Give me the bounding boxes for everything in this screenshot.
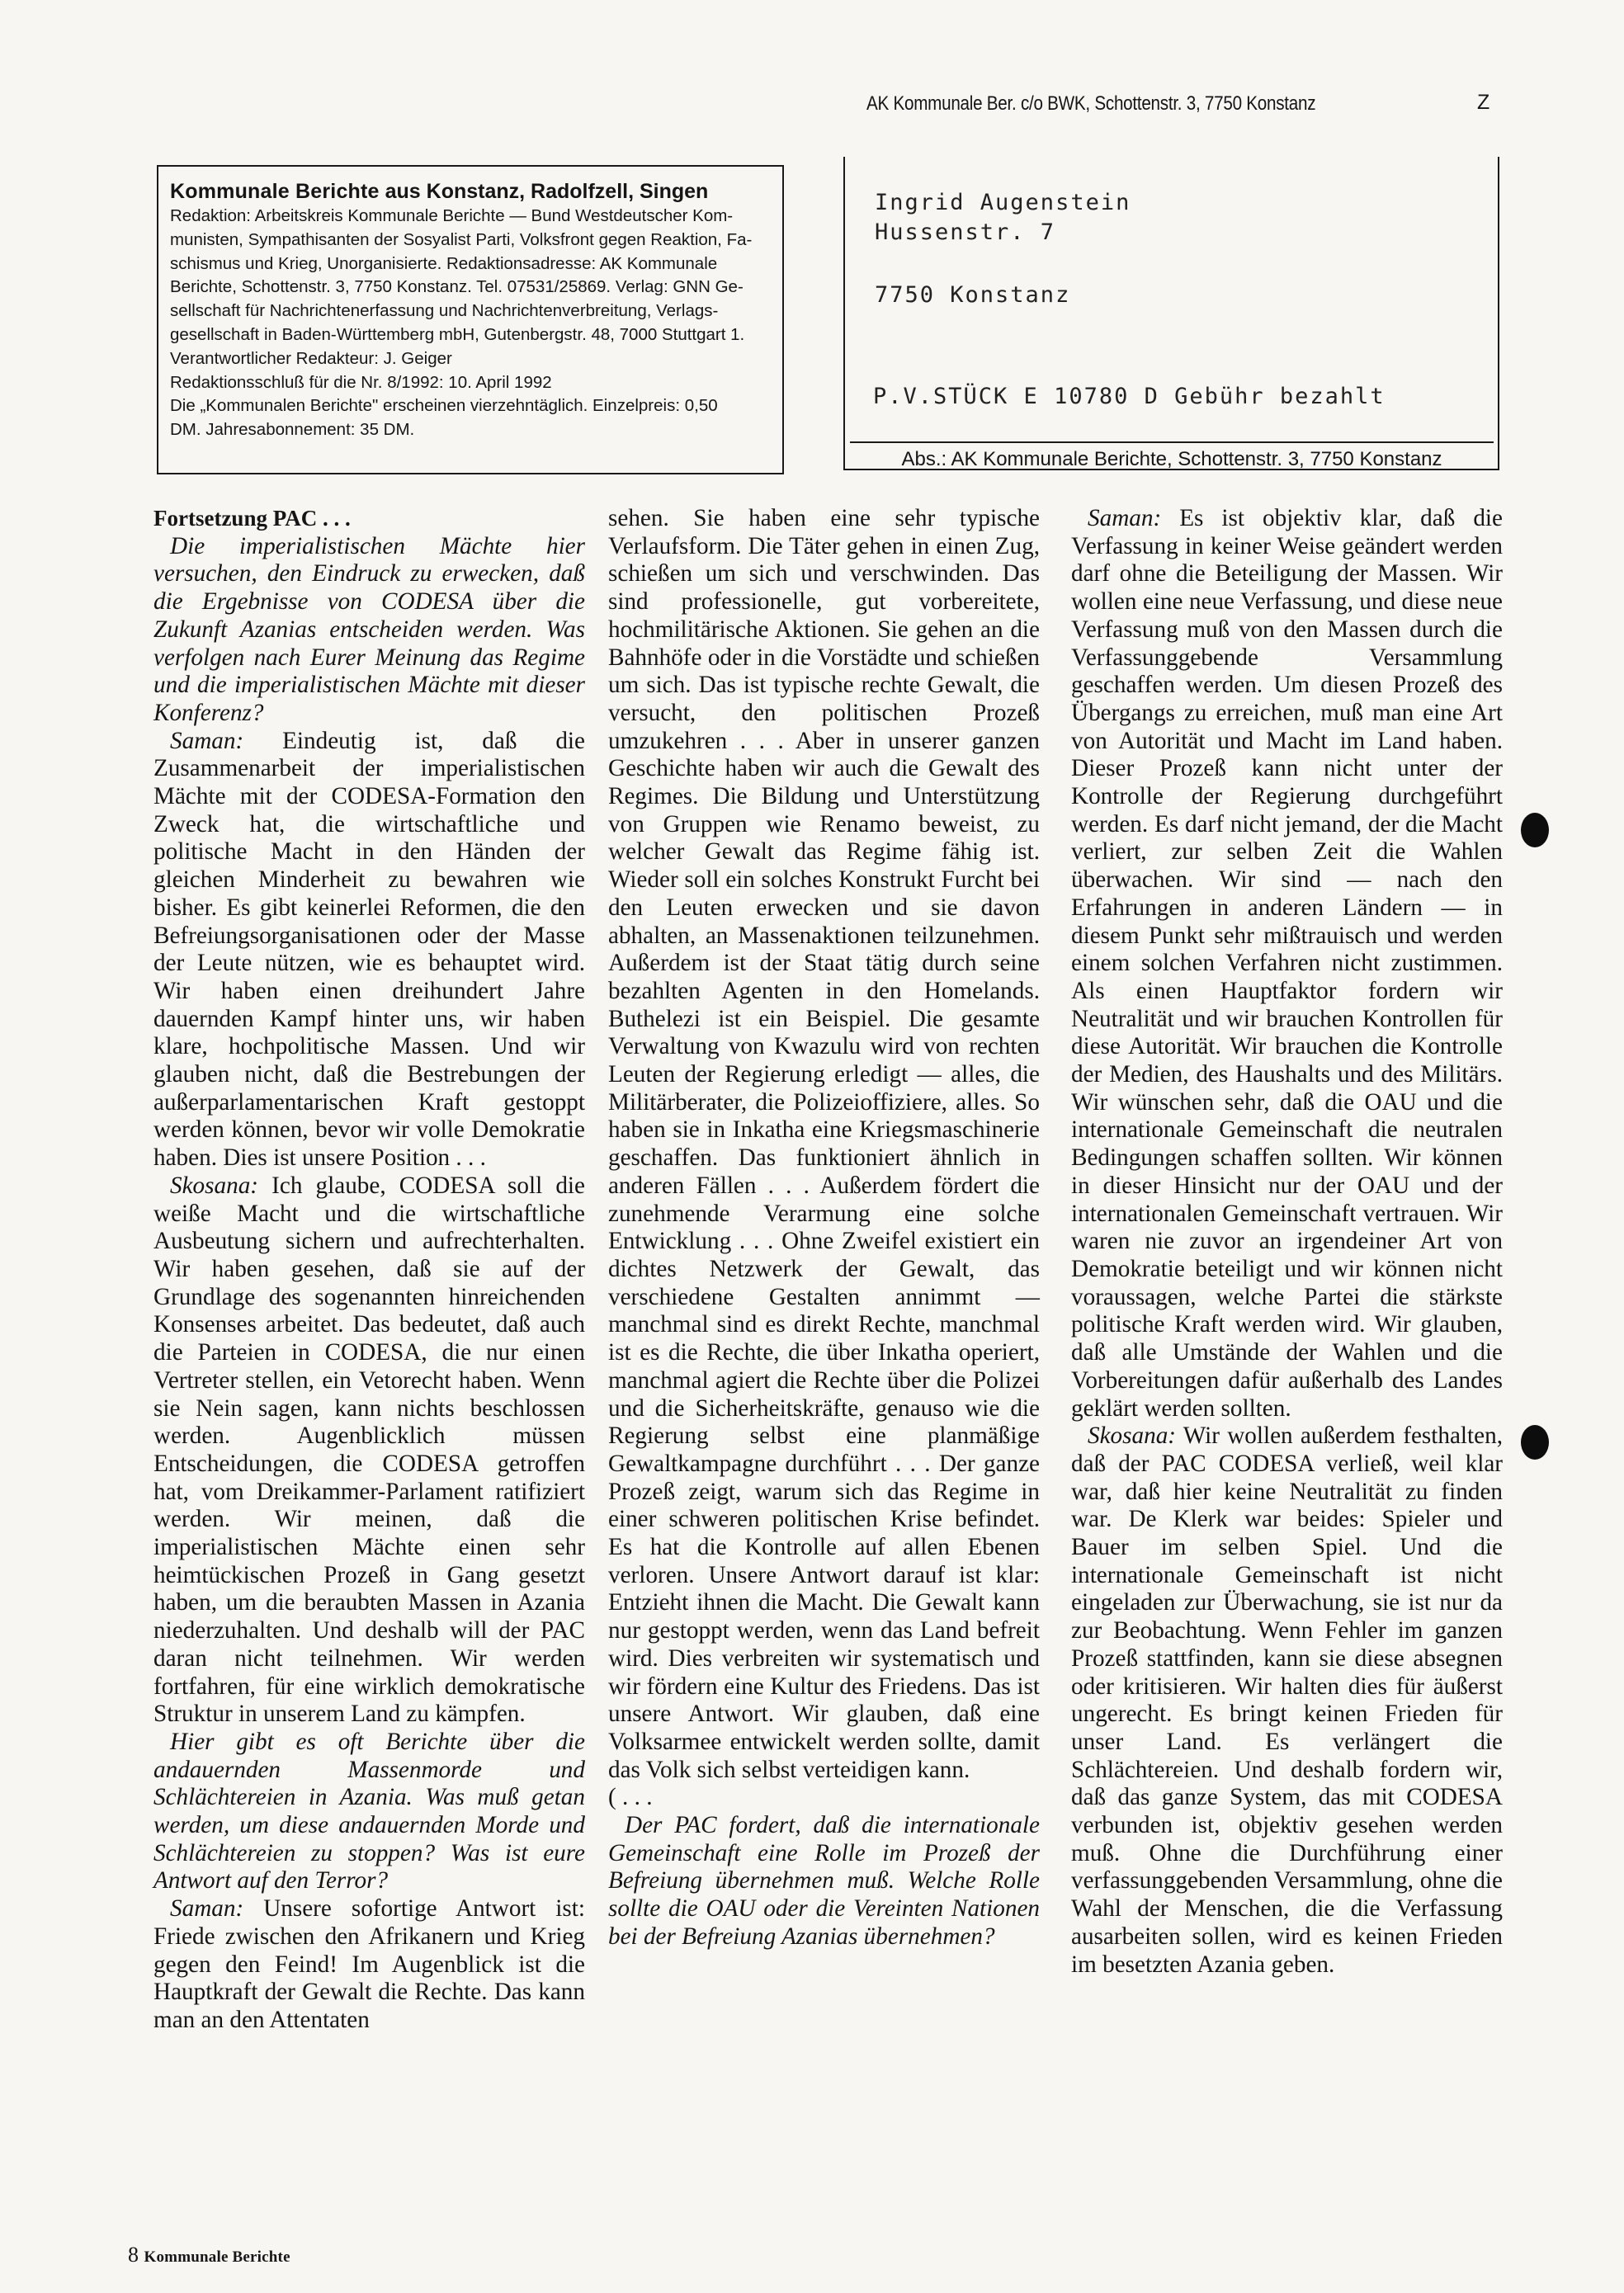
- impressum-line: munisten, Sympathisanten der Sosyalist Parti, Volksfront gegen Reaktion, Fa-: [170, 229, 753, 249]
- punch-hole: [1521, 813, 1549, 847]
- speaker-name: Skosana:: [1088, 1423, 1177, 1450]
- impressum-title: [170, 178, 771, 205]
- impressum-line: sellschaft für Nachrichtenerfassung und Nachrichtenverbreitung, Verlags-: [170, 301, 719, 321]
- interview-question: Die imperialistischen Mächte hier versuchen, den Eindruck zu erwecken, daß die Ergebnisse von CODESA über die Zukunft Azanias entscheiden werden. Was verfolgen nach Eurer Meinung das Regime und die imperialistischen Mächte mit dieser Konferenz?: [153, 532, 585, 726]
- answer-text: sehen. Sie haben eine sehr typische Verlaufsform. Die Täter gehen in einen Zug, schießen um sich und verschwinden. Das sind professionelle, gut vorbereitete, hochmilitärische Aktionen. Sie gehen an die Bahnhöfe oder in die Vorstädte und schießen um sich. Das ist typische rechte Gewalt, die versucht, den politischen Prozeß umzukehren . . . Aber in unserer ganzen Geschichte haben wir auch die Gewalt des Regimes. Die Bildung und Unterstützung von Gruppen wie Renamo beweist, zu welcher Gewalt das Regime fähig ist. Wieder soll ein solches Konstrukt Furcht bei den Leuten erwecken und sie davon abhalten, an Massenaktionen teilzunehmen. Außerdem ist der Staat tätig durch seine bezahlten Agenten in den Homelands. Buthelezi ist ein Beispiel. Die gesamte Verwaltung von Kwazulu wird von rechten Leuten der Regierung erledigt — alles, die Militärberater, die Polizeioffiziere, alles. So haben sie in Inkatha eine Kriegsmaschinerie geschaffen. Das funktioniert ähnlich in anderen Fällen . . . Außerdem fördert die zunehmende Verarmung eine solche Entwicklung . . . Ohne Zweifel existiert ein dichtes Netzwerk der Gewalt, das verschiedene Gestalten annimmt — manchmal sind es direkt Rechte, manchmal ist es die Rechte, die über Inkatha operiert, manchmal agiert die Rechte über die Polizei und die Sicherheitskräfte, genauso wie die Regierung selbst eine planmäßige Gewaltkampagne durchführt . . . Der ganze Prozeß zeigt, warum sich das Regime in einer schweren politischen Krise befindet. Es hat die Kontrolle auf allen Ebenen verloren. Unsere Antwort darauf ist klar: Entzieht ihnen die Macht. Die Gewalt kann nur gestoppt werden, wenn das Land befreit wird. Dies verbreiten wir systematisch und wir fördern eine Kultur des Friedens. Das ist unsere Antwort. Wir glauben, daß eine Volksarmee entwickelt werden sollte, damit das Volk sich selbst verteidigen kann.: [608, 505, 1040, 1783]
- sender-line: Abs.: AK Kommunale Berichte, Schottenstr. 3, 7750 Konstanz: [850, 441, 1494, 471]
- recipient-street: Hussenstr. 7: [875, 219, 1056, 245]
- speaker-name: Skosana:: [170, 1172, 259, 1199]
- answer-text: Unsere sofortige Antwort ist: Friede zwischen den Afrikanern und Krieg gegen den Feind! Im Augenblick ist die Hauptkraft der Gewalt die Rechte. Das kann man an den Attentaten: [153, 1895, 585, 2033]
- address-corner-mark: Z: [1477, 91, 1490, 114]
- interview-question: Der PAC fordert, daß die internationale Gemeinschaft eine Rolle im Prozeß der Befreiung übernehmen muß. Welche Rolle sollte die OAU oder die Vereinten Nationen bei der Befreiung Azanias übernehmen?: [608, 1812, 1040, 1950]
- page-number: 8: [128, 2243, 139, 2267]
- article-column-3: [1071, 505, 1503, 1979]
- address-header: AK Kommunale Ber. c/o BWK, Schottenstr. 3, 7750 Konstanz: [866, 92, 1316, 115]
- impressum-line: DM. Jahresabonnement: 35 DM.: [170, 420, 415, 440]
- impressum-line: Verantwortlicher Redakteur: J. Geiger: [170, 348, 452, 368]
- speaker-name: Saman:: [170, 727, 244, 754]
- impressum-line: schismus und Krieg, Unorganisierte. Redaktionsadresse: AK Kommunale: [170, 253, 718, 273]
- footer-brand: Kommunale Berichte: [144, 2248, 290, 2266]
- interview-answer: [1071, 505, 1503, 1423]
- recipient-address: [875, 188, 1131, 310]
- speaker-name: Saman:: [1088, 505, 1162, 531]
- article-column-1: [153, 505, 585, 2035]
- interview-answer: [1071, 1423, 1503, 1979]
- interview-question: Hier gibt es oft Berichte über die andauernden Massenmorde und Schlächtereien in Azania. Was muß getan werden, um diese andauernden Morde und Schlächtereien zu stoppen? Was ist eure Antwort auf den Terror?: [153, 1728, 585, 1894]
- interview-answer: [153, 1895, 585, 2035]
- interview-answer: [153, 728, 585, 1172]
- speaker-name: Saman:: [170, 1895, 244, 1923]
- impressum-line: Die „Kommunalen Berichte" erscheinen vierzehntäglich. Einzelpreis: 0,50: [170, 396, 718, 416]
- postage-line: P.V.STÜCK E 10780 D Gebühr bezahlt: [873, 384, 1386, 409]
- interview-answer: [153, 1172, 585, 1729]
- recipient-city: 7750 Konstanz: [875, 282, 1071, 308]
- impressum-line: Redaktionsschluß für die Nr. 8/1992: 10. April 1992: [170, 372, 552, 392]
- omission-mark: ( . . .: [608, 1784, 653, 1811]
- impressum-line: Redaktion: Arbeitskreis Kommunale Berichte — Bund Westdeutscher Kom-: [170, 206, 734, 225]
- punch-hole: [1521, 1425, 1549, 1460]
- impressum-title-rest: aus Konstanz, Radolfzell, Singen: [379, 180, 709, 203]
- impressum-box: [157, 165, 784, 474]
- answer-text: Eindeutig ist, daß die Zusammenarbeit der imperialistischen Mächte mit der CODESA-Formation den Zweck hat, die wirtschaftliche und politische Macht in den Händen der gleichen Minderheit zu bewahren wie bisher. Es gibt keinerlei Reformen, die den Befreiungsorganisationen oder der Masse der Leute nützen, wie es behauptet wird. Wir haben einen dreihundert Jahre dauernden Kampf hinter uns, wir haben klare, hochpolitische Massen. Und wir glauben nicht, daß die Bestrebungen der außerparlamentarischen Kraft gestoppt werden können, bevor wir volle Demokratie haben. Dies ist unsere Position . . .: [153, 727, 585, 1172]
- impressum-line: Berichte, Schottenstr. 3, 7750 Konstanz. Tel. 07531/25869. Verlag: GNN Ge-: [170, 277, 744, 297]
- impressum-title-brand: Kommunale Berichte: [170, 180, 380, 203]
- page-footer: [128, 2243, 290, 2267]
- answer-text: Es ist objektiv klar, daß die Verfassung in keiner Weise geändert werden darf ohne die Beteiligung der Massen. Wir wollen eine neue Verfassung, und diese neue Verfassung muß von den Massen durch die Verfassunggebende Versammlung geschaffen werden. Um diesen Prozeß des Übergangs zu erreichen, muß man eine Art von Autorität und Macht im Land haben. Dieser Prozeß kann nicht unter der Kontrolle der Regierung durchgeführt werden. Es darf nicht jemand, der die Macht verliert, zur selben Zeit die Wahlen überwachen. Wir sind — nach den Erfahrungen in anderen Ländern — in diesem Punkt sehr mißtrauisch und werden einem solchen Verfahren nicht zustimmen. Als einen Hauptfaktor fordern wir Neutralität und wir brauchen Kontrollen für diese Autorität. Wir brauchen die Kontrolle der Medien, des Haushalts und des Militärs. Wir wünschen sehr, daß die OAU und die internationale Gemeinschaft die neutralen Bedingungen schaffen sollten. Wir können in dieser Hinsicht nur der OAU und der internationalen Gemeinschaft vertrauen. Wir waren nie zuvor an irgendeiner Art von Demokratie beteiligt und wir können nicht voraussagen, welche Partei die stärkste politische Kraft werden wird. Wir glauben, daß alle Umstände der Wahlen und die Vorbereitungen dafür außerhalb des Landes geklärt werden sollten.: [1071, 505, 1503, 1422]
- answer-text: Ich glaube, CODESA soll die weiße Macht und die wirtschaftliche Ausbeutung sichern und aufrechterhalten. Wir haben gesehen, daß sie auf der Grundlage des sogenannten hinreichenden Konsenses arbeitet. Das bedeutet, daß auch die Parteien in CODESA, die nur einen Vertreter stellen, ein Vetorecht haben. Wenn sie Nein sagen, kann nichts beschlossen werden. Augenblicklich müssen Entscheidungen, die CODESA getroffen hat, vom Dreikammer-Parlament ratifiziert werden. Wir meinen, daß die imperialistischen Mächte einen sehr heimtückischen Prozeß in Gang gesetzt haben, um die beraubten Massen in Azania niederzuhalten. Und deshalb will der PAC daran nicht teilnehmen. Wir werden fortfahren, für eine wirklich demokratische Struktur in unserem Land zu kämpfen.: [153, 1172, 585, 1728]
- article-column-2: [608, 505, 1040, 1951]
- answer-text: Wir wollen außerdem festhalten, daß der PAC CODESA verließ, weil klar war, daß hier keine Neutralität zu finden war. De Klerk war beides: Spieler und Bauer im selben Spiel. Und die internationale Gemeinschaft ist nicht eingeladen zur Überwachung, sie ist nur da zur Beobachtung. Wenn Fehler im ganzen Prozeß stattfinden, kann sie diese absegnen oder kritisieren. Wir halten dies für äußerst ungerecht. Es bringt keinen Frieden für unser Land. Es verlängert die Schlächtereien. Und deshalb fordern wir, daß das ganze System, das mit CODESA verbunden ist, objektiv gesehen werden muß. Ohne die Durchführung einer verfassunggebenden Versammlung, ohne die Wahl der Menschen, die die Verfassung ausarbeiten sollen, wird es keinen Frieden im besetzten Azania geben.: [1071, 1423, 1503, 1978]
- impressum-line: gesellschaft in Baden-Württemberg mbH, Gutenbergstr. 48, 7000 Stuttgart 1.: [170, 324, 745, 344]
- article-heading: Fortsetzung PAC . . .: [153, 506, 351, 531]
- recipient-name: Ingrid Augenstein: [875, 190, 1131, 215]
